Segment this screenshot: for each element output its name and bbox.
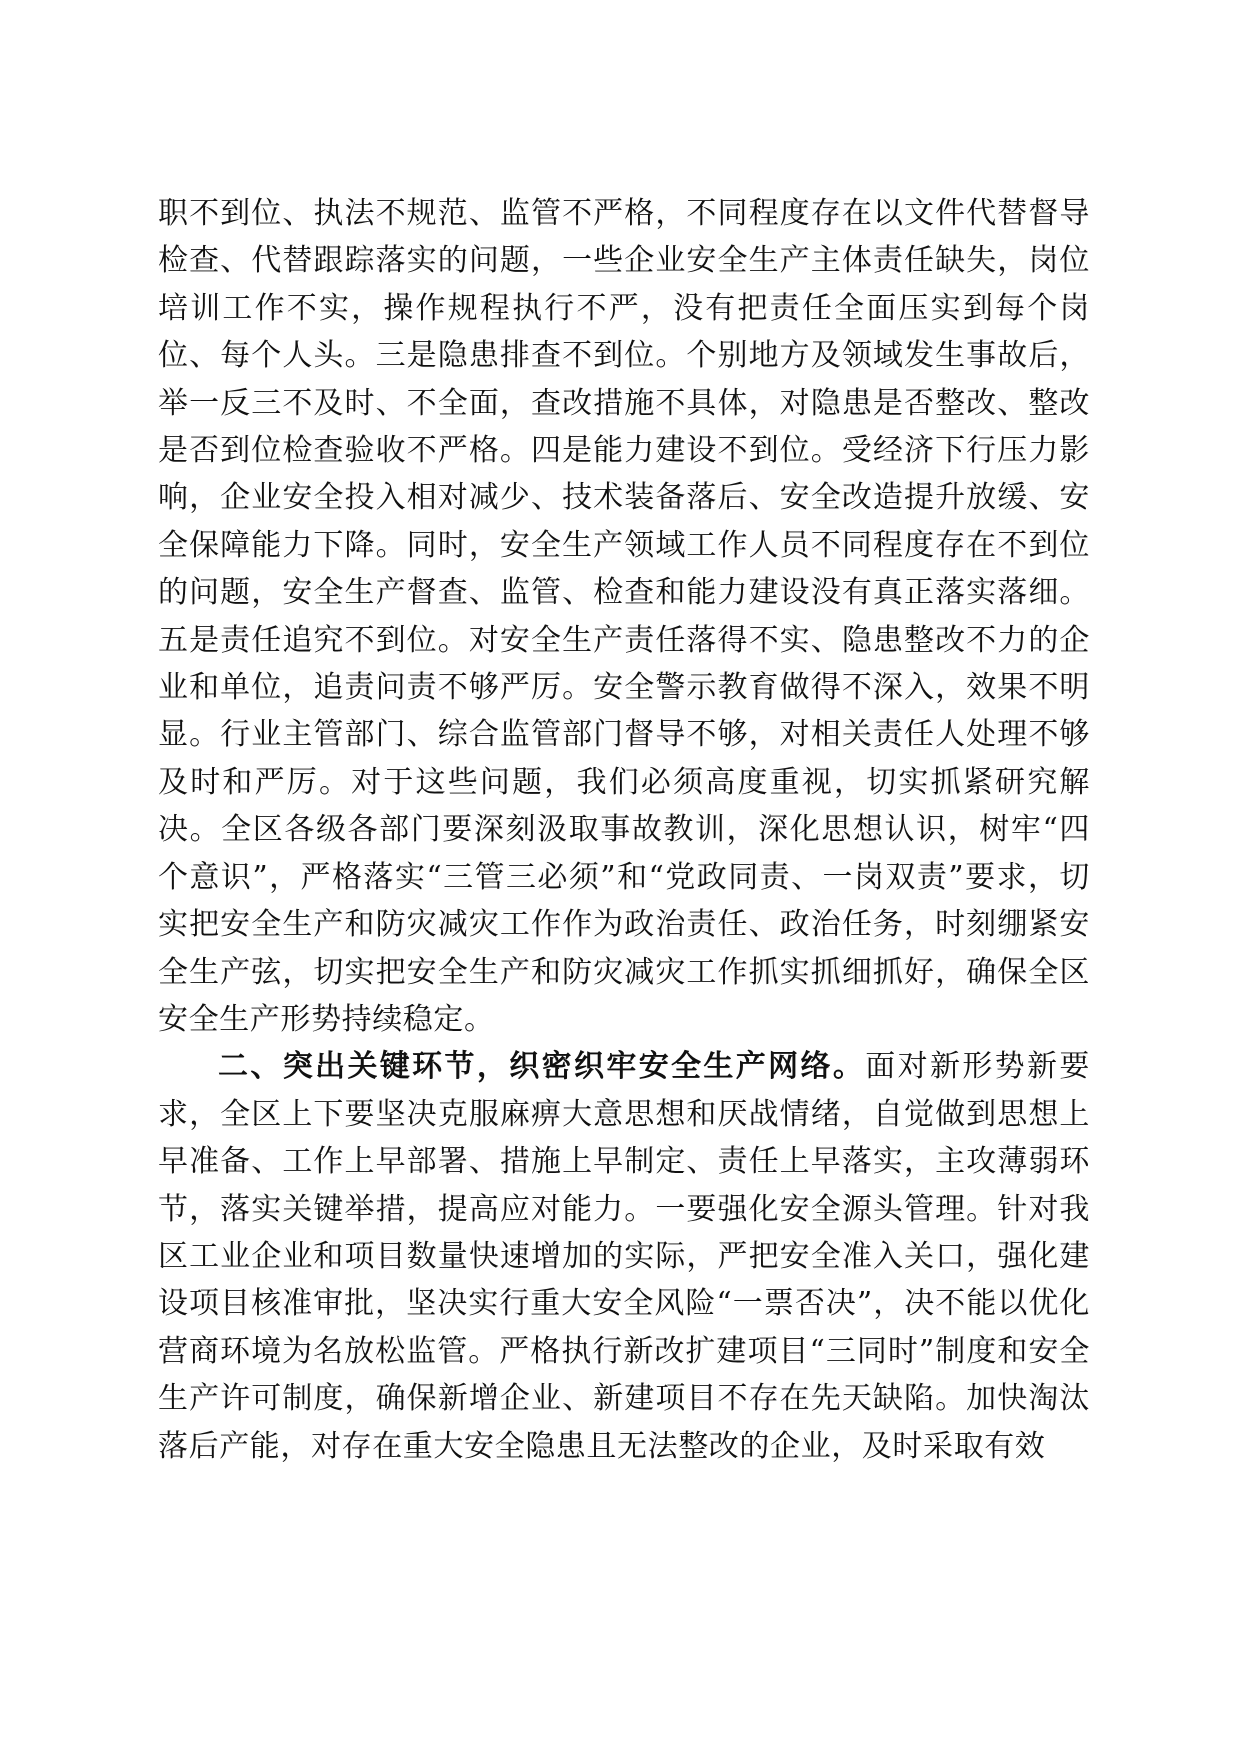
paragraph-section-two [158, 1043, 1090, 1470]
section-heading: 二、突出关键环节，织密织牢安全生产网络。 [218, 1049, 866, 1085]
section-body-text: 面对新形势新要求，全区上下要坚决克服麻痹大意思想和厌战情绪，自觉做到思想上早准备、工作上早部署、措施上早制定、责任上早落实，主攻薄弱环节，落实关键举措，提高应对能力。一要强化安全源头管理。针对我区工业企业和项目数量快速增加的实际，严把安全准入关口，强化建设项目核准审批，坚决实行重大安全风险“一票否决”，决不能以优化营商环境为名放松监管。严格执行新改扩建项目“三同时”制度和安全生产许可制度，确保新增企业、新建项目不存在先天缺陷。加快淘汰落后产能，对存在重大安全隐患且无法整改的企业，及时采取有效 [158, 1049, 1091, 1464]
document-body [158, 190, 1090, 1470]
paragraph-continuation: 职不到位、执法不规范、监管不严格，不同程度存在以文件代替督导检查、代替跟踪落实的问题，一些企业安全生产主体责任缺失，岗位培训工作不实，操作规程执行不严，没有把责任全面压实到每个岗位、每个人头。三是隐患排查不到位。个别地方及领域发生事故后，举一反三不及时、不全面，查改措施不具体，对隐患是否整改、整改是否到位检查验收不严格。四是能力建设不到位。受经济下行压力影响，企业安全投入相对减少、技术装备落后、安全改造提升放缓、安全保障能力下降。同时，安全生产领域工作人员不同程度存在不到位的问题，安全生产督查、监管、检查和能力建设没有真正落实落细。五是责任追究不到位。对安全生产责任落得不实、隐患整改不力的企业和单位，追责问责不够严厉。安全警示教育做得不深入，效果不明显。行业主管部门、综合监管部门督导不够，对相关责任人处理不够及时和严厉。对于这些问题，我们必须高度重视，切实抓紧研究解决。全区各级各部门要深刻汲取事故教训，深化思想认识，树牢“四个意识”，严格落实“三管三必须”和“党政同责、一岗双责”要求，切实把安全生产和防灾减灾工作作为政治责任、政治任务，时刻绷紧安全生产弦，切实把安全生产和防灾减灾工作抓实抓细抓好，确保全区安全生产形势持续稳定。 [158, 196, 1090, 1037]
